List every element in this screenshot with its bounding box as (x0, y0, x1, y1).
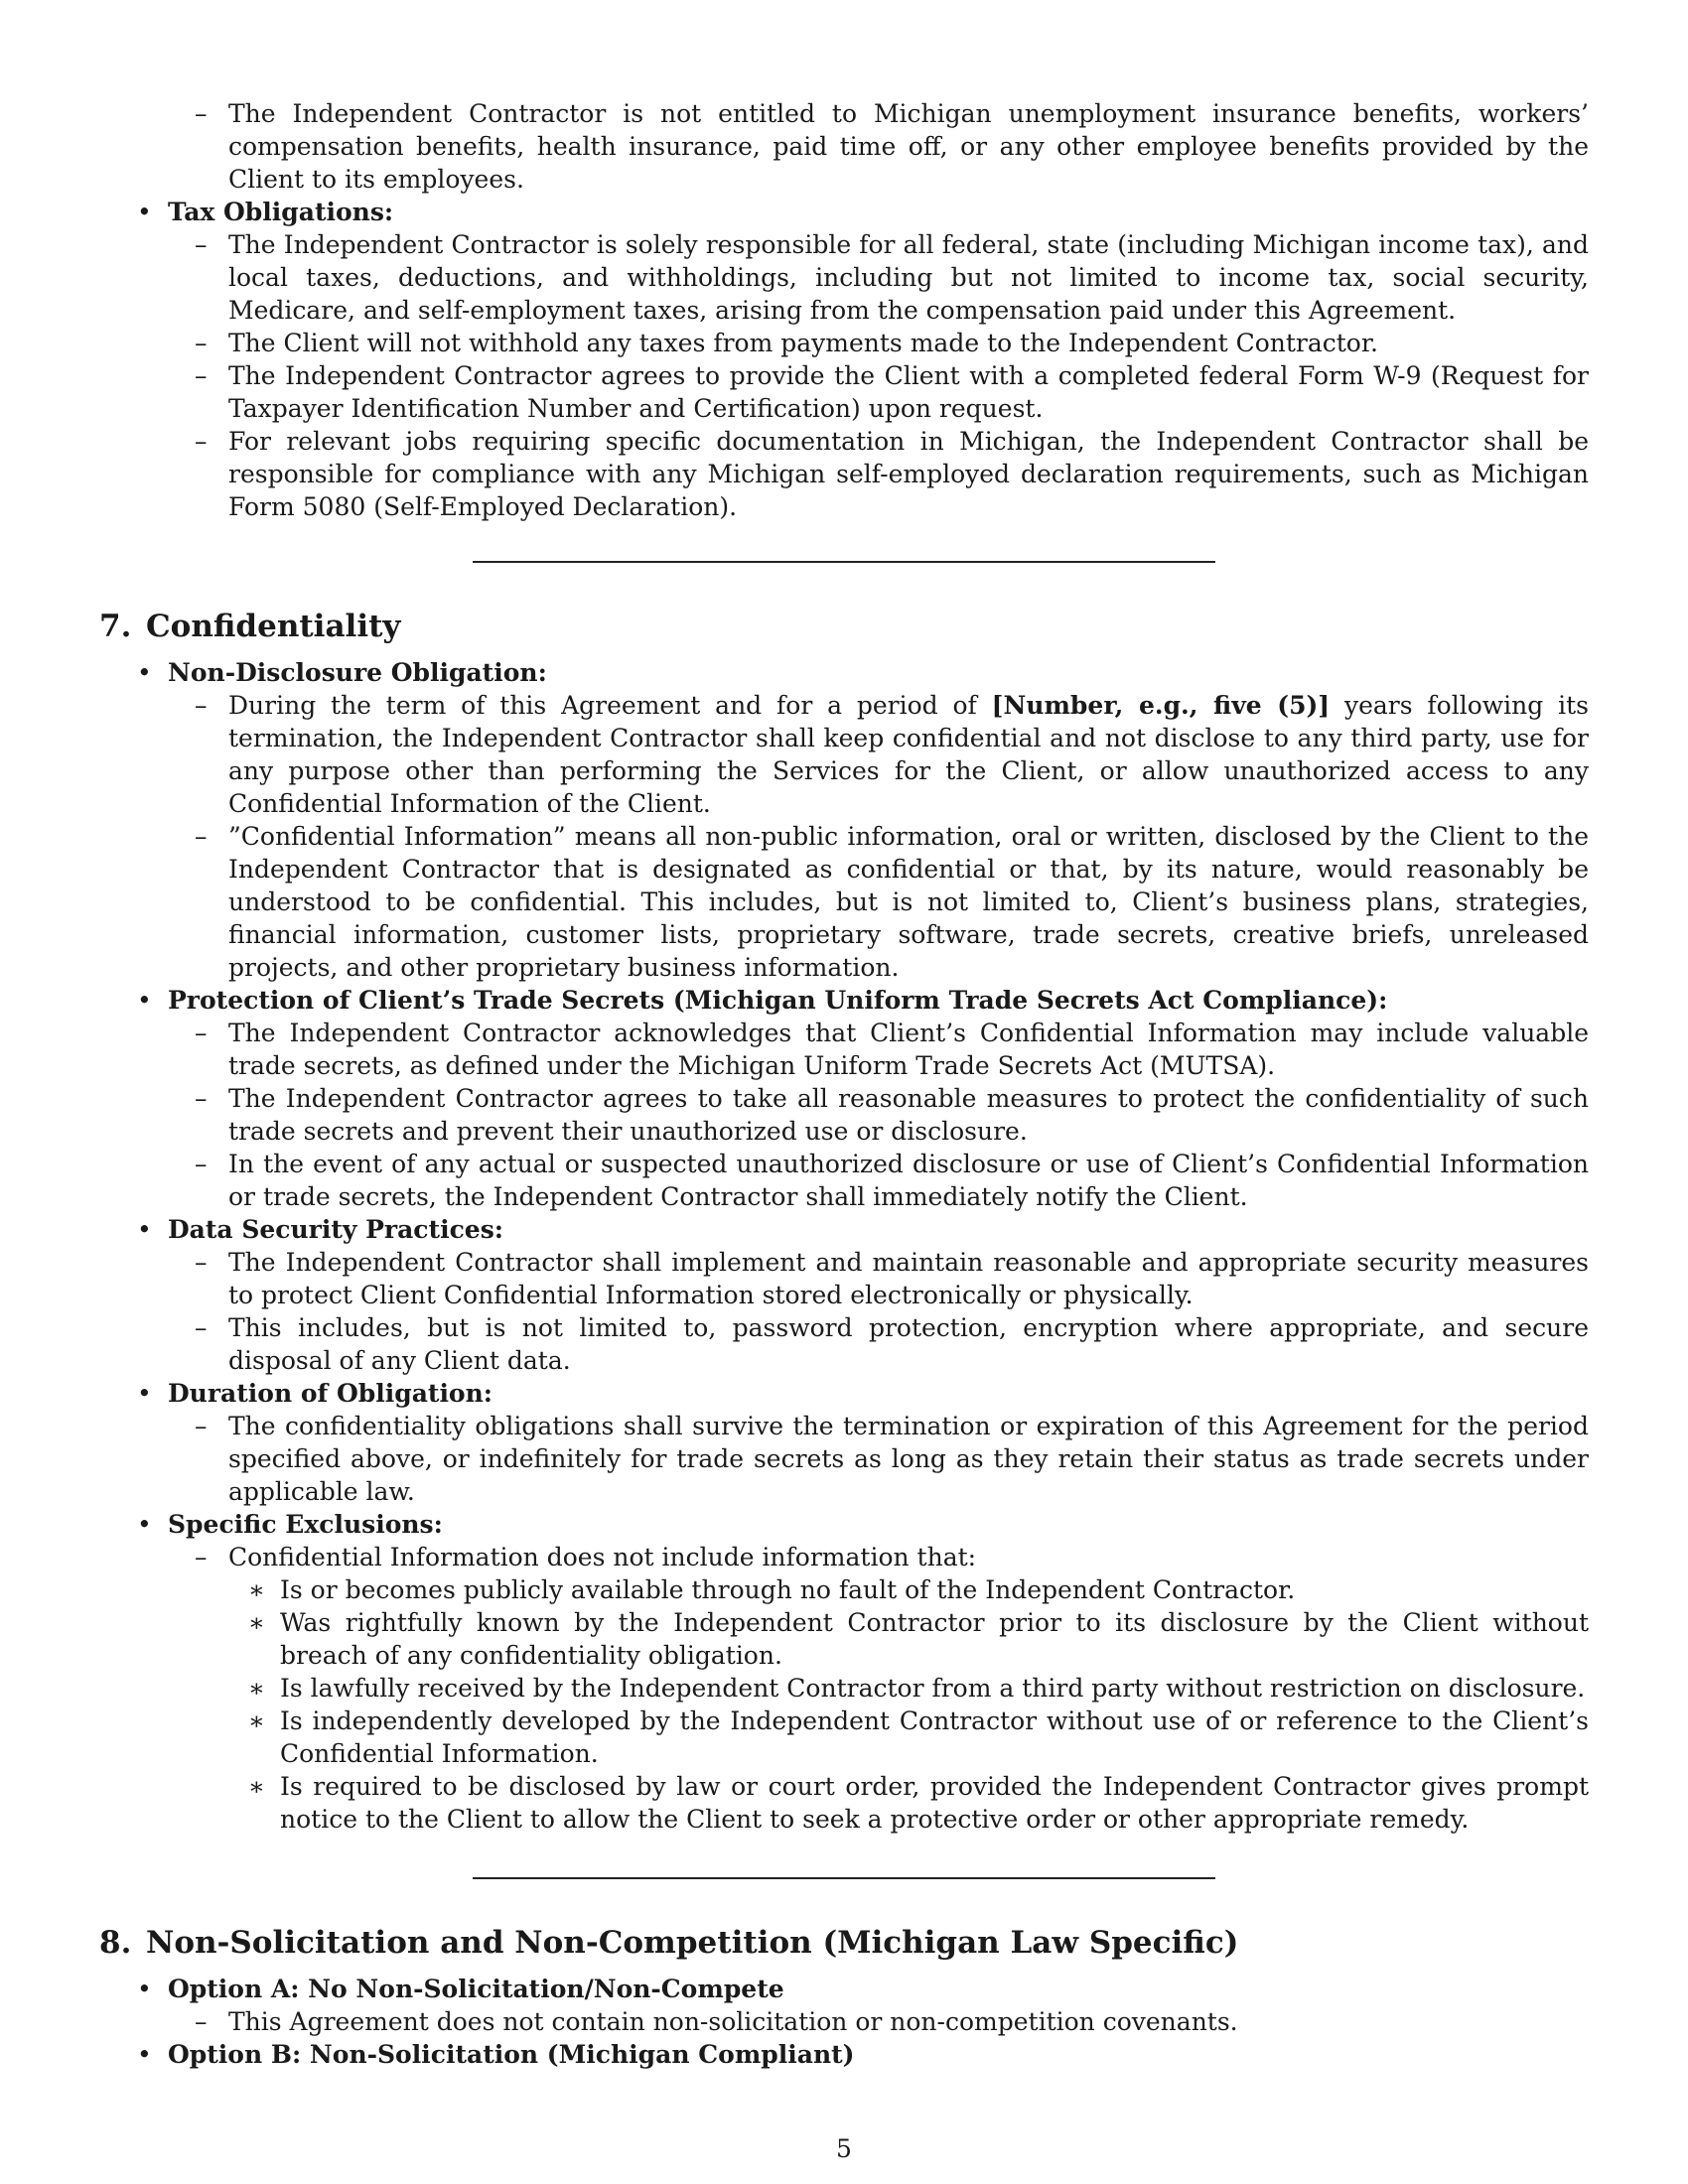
placeholder-number: [Number, e.g., five (5)] (991, 691, 1331, 720)
section-8-heading: 8. Non-Solicitation and Non-Competition (Michigan Law Specific) (99, 1925, 1239, 1961)
list-item: – The Independent Contractor shall implement and maintain reasonable and appropriate security measures to protect Client Confidential Information stored electronically or physically. (195, 1248, 1589, 1309)
list-item: – The Client will not withhold any taxes from payments made to the Independent Contractor. (195, 329, 1378, 357)
trade-secrets-heading: • Protection of Client’s Trade Secrets (Michigan Uniform Trade Secrets Act Compliance): (137, 986, 1388, 1015)
sub-list-item: ∗ Is or becomes publicly available through no fault of the Independent Contractor. (248, 1575, 1296, 1604)
nondisclosure-heading: • Non-Disclosure Obligation: (137, 658, 547, 687)
star-marker: ∗ (248, 1674, 265, 1703)
dash-marker: – (195, 230, 208, 259)
dash-marker: – (195, 99, 208, 128)
dash-marker: – (195, 361, 208, 390)
sub-list-item: ∗ Is lawfully received by the Independent Contractor from a third party without restriction on disclosure. (248, 1674, 1586, 1703)
list-item: – In the event of any actual or suspected unauthorized disclosure or use of Client’s Confidential Information or trade secrets, the Independent Contractor shall immediately notify the Client. (195, 1150, 1589, 1211)
list-item (99, 97, 1589, 196)
exclusions-heading: • Specific Exclusions: (137, 1510, 443, 1539)
document-page (99, 97, 1589, 2071)
option-a-heading: • Option A: No Non-Solicitation/Non-Compete (137, 1975, 784, 2003)
list-item: – The Independent Contractor acknowledges that Client’s Confidential Information may include valuable trade secrets, as defined under the Michigan Uniform Trade Secrets Act (MUTSA). (195, 1019, 1589, 1080)
bullet-marker: • (137, 1379, 152, 1408)
star-marker: ∗ (248, 1575, 265, 1604)
star-marker: ∗ (248, 1706, 265, 1735)
sub-list-item: ∗ Was rightfully known by the Independent Contractor prior to its disclosure by the Client without breach of any confidentiality obligation. (248, 1608, 1589, 1670)
dash-marker: – (195, 822, 208, 851)
bullet-marker: • (137, 2040, 152, 2069)
list-item: – The Independent Contractor agrees to provide the Client with a completed federal Form W-9 (Request for Taxpayer Identification Number and Certification) upon request. (195, 361, 1589, 423)
list-item: – This includes, but is not limited to, password protection, encryption where appropriate, and secure disposal of any Client data. (195, 1313, 1589, 1375)
page-number: 5 (836, 2134, 852, 2163)
sub-list-item: ∗ Is required to be disclosed by law or court order, provided the Independent Contractor gives prompt notice to the Client to allow the Client to seek a protective order or other appropriate remedy. (248, 1772, 1589, 1834)
list-item: – The Independent Contractor agrees to take all reasonable measures to protect the confidentiality of such trade secrets and prevent their unauthorized use or disclosure. (195, 1084, 1589, 1146)
list-item: – This Agreement does not contain non-solicitation or non-competition covenants. (195, 2007, 1238, 2036)
option-b-heading: • Option B: Non-Solicitation (Michigan Compliant) (137, 2040, 855, 2069)
bullet-marker: • (137, 1975, 152, 2003)
section-7-heading: 7. Confidentiality (99, 609, 401, 644)
dash-marker: – (195, 1084, 208, 1113)
list-item: – For relevant jobs requiring specific documentation in Michigan, the Independent Contractor shall be responsible for compliance with any Michigan self-employed declaration requirements, such as Michigan Form 5080 (Self-Employed Declaration). (195, 427, 1589, 521)
list-item: – ”Confidential Information” means all non-public information, oral or written, disclosed by the Client to the Independent Contractor that is designated as confidential or that, by its nature, would reasonably be understood to be confidential. This includes, but is not limited to, Client’s business plans, strategies, financial information, customer lists, proprietary software, trade secrets, creative briefs, unreleased projects, and other proprietary business information. (195, 822, 1589, 982)
duration-heading: • Duration of Obligation: (137, 1379, 493, 1408)
dash-marker: – (195, 427, 208, 456)
dash-marker: – (195, 1150, 208, 1178)
dash-marker: – (195, 329, 208, 357)
bullet-marker: • (137, 1215, 152, 1244)
dash-marker: – (195, 1313, 208, 1342)
list-item: – The confidentiality obligations shall survive the termination or expiration of this Agreement for the period specified above, or indefinitely for trade secrets as long as they retain their status as trade secrets under applicable law. (195, 1412, 1589, 1506)
bullet-marker: • (137, 986, 152, 1015)
dash-marker: – (195, 2007, 208, 2036)
data-security-heading: • Data Security Practices: (137, 1215, 504, 1244)
star-marker: ∗ (248, 1608, 265, 1637)
star-marker: ∗ (248, 1772, 265, 1801)
list-item: – Confidential Information does not include information that: (195, 1543, 977, 1571)
sub-list-item: ∗ Is independently developed by the Independent Contractor without use of or reference to the Client’s Confidential Information. (248, 1706, 1589, 1768)
benefits-text: The Independent Contractor is not entitled to Michigan unemployment insurance benefits, workers’ compensation benefits, health insurance, paid time off, or any other employee benefits provided by the Client to its employees. (228, 99, 1589, 194)
section-divider (473, 561, 1215, 563)
bullet-marker: • (137, 658, 152, 687)
list-item: – During the term of this Agreement and for a period of [Number, e.g., five (5)] years following its termination, the Independent Contractor shall keep confidential and not disclose to any third party, use for any purpose other than performing the Services for the Client, or allow unauthorized access to any Confidential Information of the Client. (195, 691, 1589, 818)
dash-marker: – (195, 1019, 208, 1047)
bullet-marker: • (137, 198, 152, 226)
dash-marker: – (195, 1543, 208, 1571)
dash-marker: – (195, 691, 208, 720)
section-divider (473, 1877, 1215, 1879)
dash-marker: – (195, 1248, 208, 1277)
bullet-marker: • (137, 1510, 152, 1539)
dash-marker: – (195, 1412, 208, 1440)
tax-obligations-heading: • Tax Obligations: (137, 198, 394, 226)
list-item: – The Independent Contractor is solely responsible for all federal, state (including Michigan income tax), and local taxes, deductions, and withholdings, including but not limited to income tax, social security, Medicare, and self-employment taxes, arising from the compensation paid under this Agreement. (195, 230, 1589, 325)
